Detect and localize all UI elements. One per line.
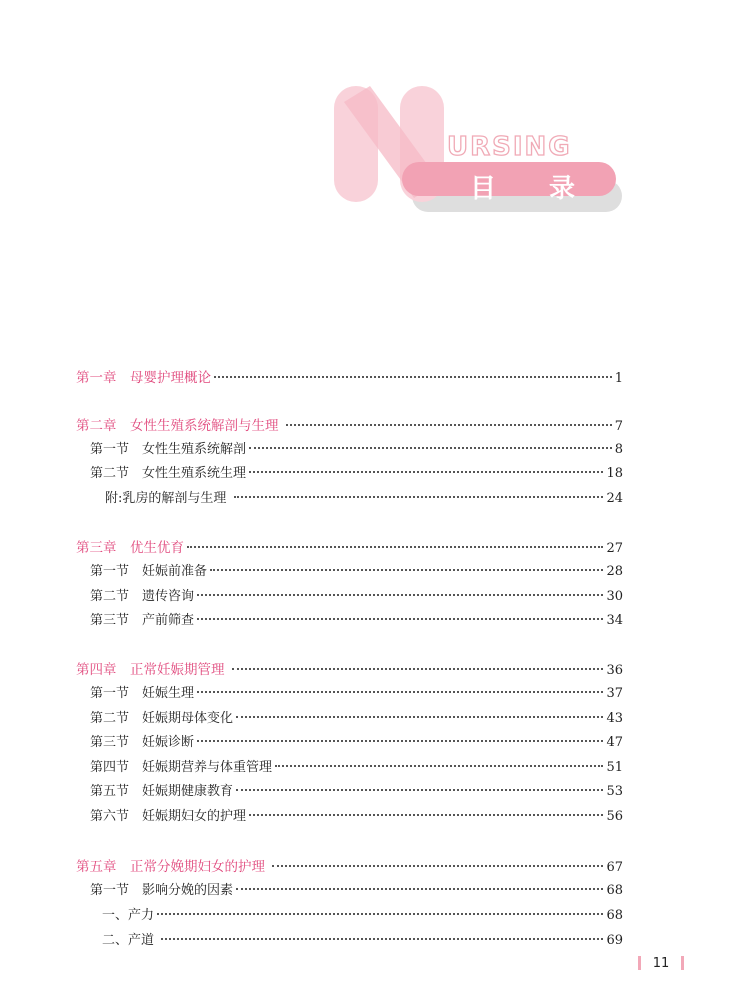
toc-entry-page: 28: [606, 564, 623, 579]
toc-appendix-row[interactable]: [105, 489, 623, 509]
toc-chapter-row[interactable]: [76, 538, 623, 558]
toc-leader-dots: [161, 938, 603, 940]
toc-section-row[interactable]: [90, 709, 623, 729]
toc-entry-label: 附:乳房的解剖与生理: [105, 491, 231, 506]
toc-entry-label: 第二节 女性生殖系统生理: [90, 466, 247, 481]
toc-entry-page: 8: [614, 442, 623, 457]
toc-entry-label: 一、产力: [102, 908, 155, 923]
toc-leader-dots: [275, 765, 603, 767]
toc-leader-dots: [157, 913, 603, 915]
toc-section-row[interactable]: [90, 562, 623, 582]
toc-leader-dots: [236, 888, 603, 890]
toc-section-row[interactable]: [90, 684, 623, 704]
toc-entry-page: 67: [606, 860, 623, 875]
toc-entry-page: 34: [606, 613, 623, 628]
toc-leader-dots: [232, 668, 604, 670]
toc-leader-dots: [236, 716, 603, 718]
toc-subsection-row[interactable]: [102, 931, 623, 951]
toc-entry-label: 第六节 妊娠期妇女的护理: [90, 809, 247, 824]
toc-chapter-row[interactable]: [76, 416, 623, 436]
toc-leader-dots: [187, 546, 603, 548]
toc-entry-page: 37: [606, 686, 623, 701]
toc-leader-dots: [197, 594, 603, 596]
toc-leader-dots: [286, 424, 612, 426]
toc-entry-label: 第一节 女性生殖系统解剖: [90, 442, 247, 457]
toc-entry-page: 47: [606, 735, 623, 750]
page-number-right-bar: [681, 956, 684, 970]
toc-subsection-row[interactable]: [102, 906, 623, 926]
toc-entry-page: 18: [606, 466, 623, 481]
toc-entry-page: 43: [606, 711, 623, 726]
toc-entry-label: 第三章 优生优育: [76, 540, 184, 556]
toc-leader-dots: [249, 471, 603, 473]
toc-section-row[interactable]: [90, 881, 623, 901]
toc-leader-dots: [197, 618, 603, 620]
toc-leader-dots: [197, 740, 603, 742]
toc-leader-dots: [214, 376, 612, 378]
toc-leader-dots: [249, 447, 612, 449]
toc-entry-page: 36: [606, 663, 623, 678]
toc-entry-page: 68: [606, 883, 623, 898]
brand-letters: URSING: [447, 132, 572, 162]
toc-leader-dots: [272, 865, 603, 867]
toc-entry-label: 第一节 妊娠前准备: [90, 564, 208, 579]
toc-chapter-row[interactable]: [76, 368, 623, 388]
toc-section-row[interactable]: [90, 807, 623, 827]
toc-section-row[interactable]: [90, 733, 623, 753]
toc-entry-page: 24: [606, 491, 623, 506]
toc-section-row[interactable]: [90, 782, 623, 802]
toc-section-row[interactable]: [90, 440, 623, 460]
nursing-logo-header: [330, 82, 630, 222]
toc-title: 目 录: [470, 174, 598, 204]
toc-entry-page: 56: [606, 809, 623, 824]
toc-entry-page: 30: [606, 589, 623, 604]
toc-chapter-row[interactable]: [76, 857, 623, 877]
toc-entry-page: 68: [606, 908, 623, 923]
toc-entry-label: 第一节 妊娠生理: [90, 686, 195, 701]
toc-entry-label: 第五章 正常分娩期妇女的护理: [76, 859, 270, 875]
toc-leader-dots: [197, 691, 603, 693]
toc-entry-page: 27: [606, 541, 623, 556]
toc-chapter-row[interactable]: [76, 660, 623, 680]
toc-entry-page: 69: [606, 933, 623, 948]
toc-entry-page: 1: [614, 371, 623, 386]
toc-section-row[interactable]: [90, 464, 623, 484]
toc-section-row[interactable]: [90, 758, 623, 778]
toc-entry-label: 第二节 妊娠期母体变化: [90, 711, 234, 726]
toc-leader-dots: [210, 569, 603, 571]
toc-entry-label: 第三节 妊娠诊断: [90, 735, 195, 750]
page-number-text: 11: [652, 955, 670, 971]
toc-entry-label: 二、产道: [102, 933, 159, 948]
toc-section-row[interactable]: [90, 587, 623, 607]
toc-entry-label: 第二章 女性生殖系统解剖与生理: [76, 418, 283, 434]
toc-section-row[interactable]: [90, 611, 623, 631]
toc-entry-label: 第二节 遗传咨询: [90, 589, 195, 604]
page-number: [638, 953, 684, 973]
toc-entry-label: 第四节 妊娠期营养与体重管理: [90, 760, 273, 775]
toc-entry-page: 7: [614, 419, 623, 434]
toc-entry-page: 51: [606, 760, 623, 775]
toc-leader-dots: [234, 496, 604, 498]
toc-entry-label: 第四章 正常妊娠期管理: [76, 662, 229, 678]
page-number-left-bar: [638, 956, 641, 970]
toc-entry-label: 第五节 妊娠期健康教育: [90, 784, 234, 799]
toc-leader-dots: [236, 789, 603, 791]
toc-leader-dots: [249, 814, 603, 816]
toc-entry-label: 第一节 影响分娩的因素: [90, 883, 234, 898]
toc-entry-label: 第三节 产前筛查: [90, 613, 195, 628]
toc-entry-label: 第一章 母婴护理概论: [76, 370, 211, 386]
toc-entry-page: 53: [606, 784, 623, 799]
